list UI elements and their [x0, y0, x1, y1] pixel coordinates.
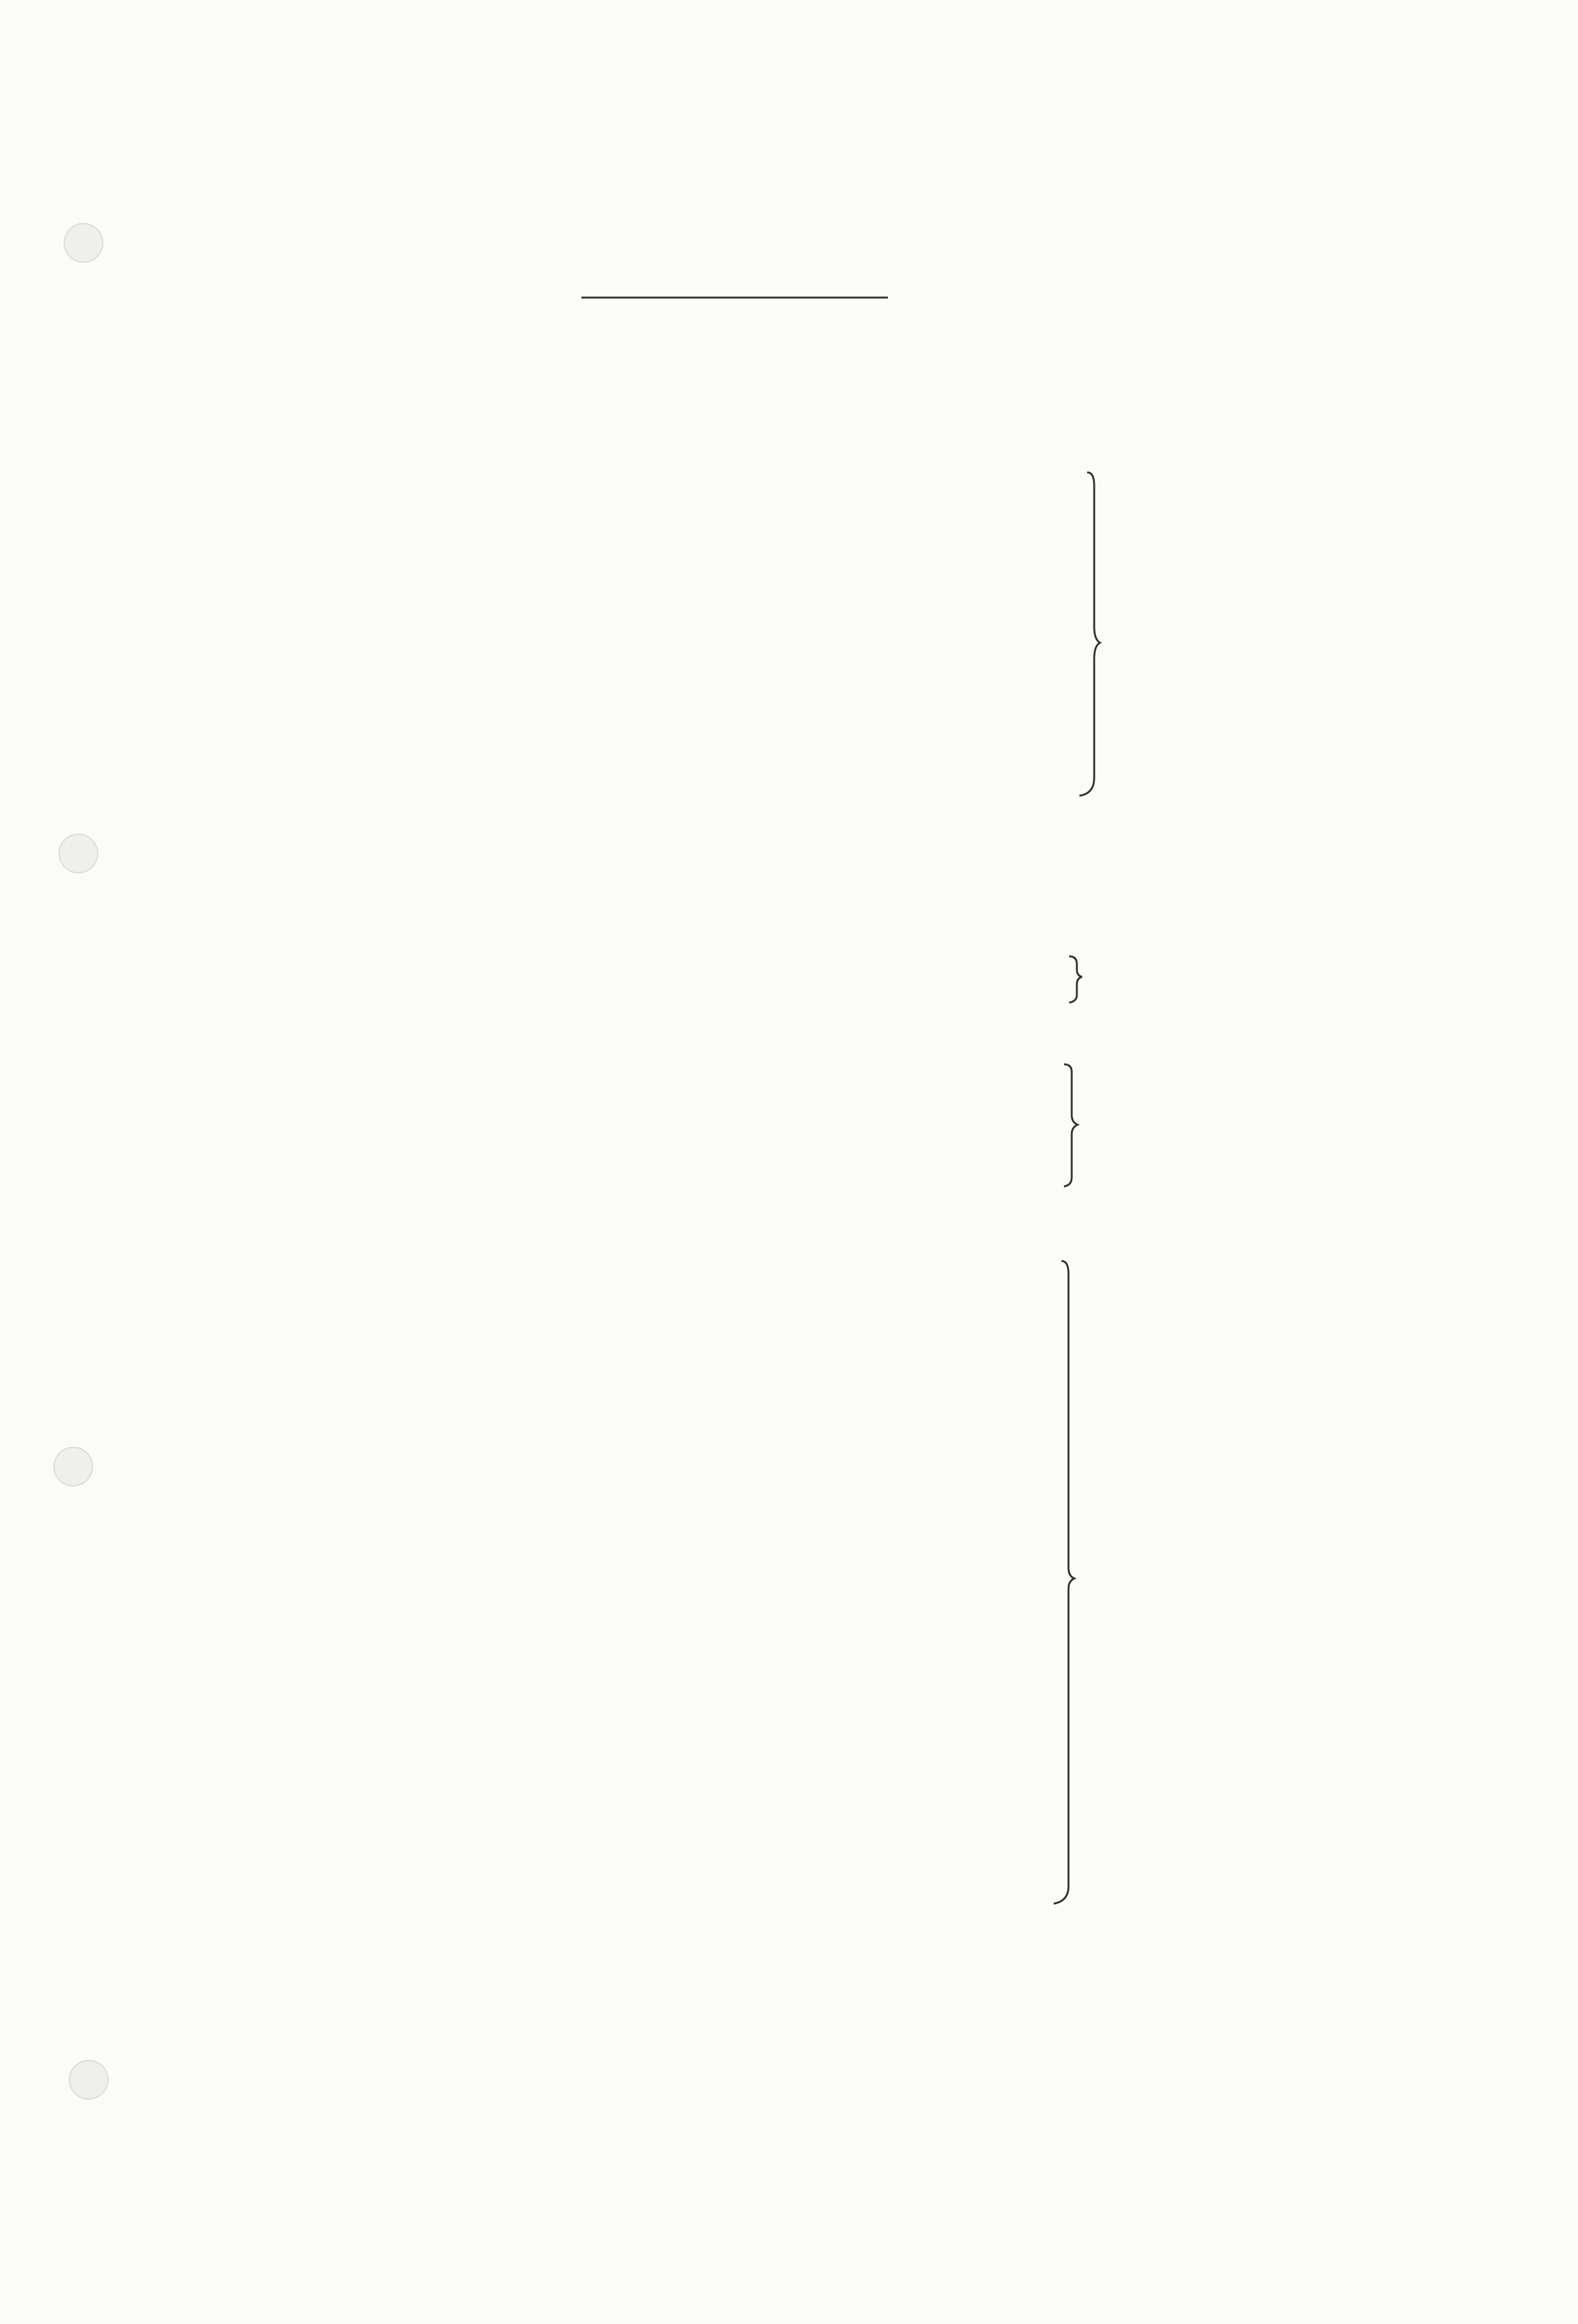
brace-analog-input	[1079, 472, 1100, 796]
brace-relay-contacts	[1054, 1261, 1074, 1904]
punch-hole	[69, 2060, 108, 2099]
punch-hole	[64, 224, 103, 262]
brace-analog-output	[1069, 956, 1082, 1003]
punch-hole	[59, 834, 98, 873]
brace-relay-input	[1064, 1064, 1077, 1186]
punch-hole	[54, 1447, 93, 1486]
